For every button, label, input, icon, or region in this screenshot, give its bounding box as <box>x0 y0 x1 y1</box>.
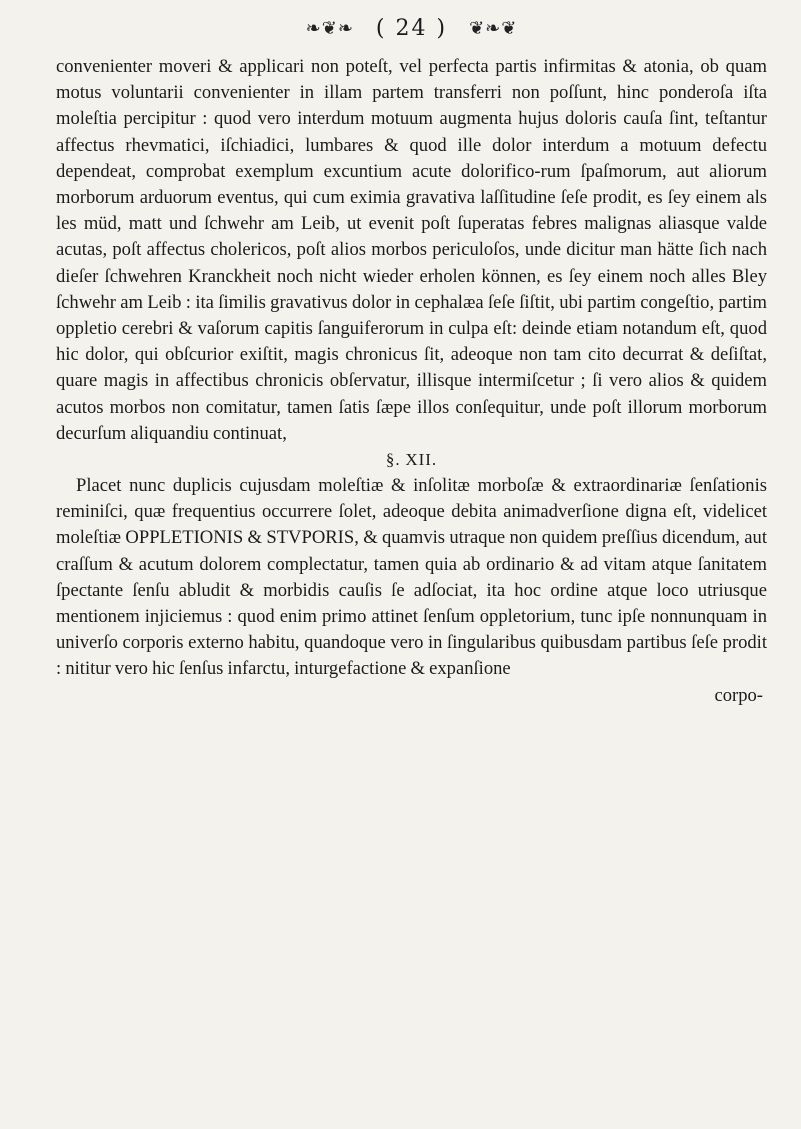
page-header <box>56 8 767 48</box>
catchword: corpo- <box>714 684 763 706</box>
page-body <box>56 54 767 683</box>
page-number: ( 24 ) <box>375 15 448 41</box>
paragraph-2: Placet nunc duplicis cujusdam moleſtiæ & inſolitæ morboſæ & extraordinariæ ſenſationis reminiſci, quæ frequentius occurrere ſolet, adeoque debita animadverſione digna eſt, videlicet moleſtiæ OPPLETIONIS & STVPORIS, & quamvis utraque non quidem preſſius dicendum, aut craſſum & acutum dolorem complectatur, tamen quia ab ordinario & ad vitam atque ſanitatem ſpectante ſenſu abludit & morbidis cauſis ſe adſociat, ita hoc ordine atque loco utriusque mentionem injiciemus : quod enim primo attinet ſenſum oppletorium, tunc ipſe nonnunquam in univerſo corporis externo habitu, quandoque vero in ſingularibus quibusdam partibus ſeſe prodit : nititur vero hic ſenſus infarctu, inturgefactione & expanſione <box>56 475 767 680</box>
ornament-right-icon: ❦❧❦ <box>469 17 518 39</box>
ornament-left-icon: ❧❦❧ <box>305 17 354 39</box>
paragraph-1: convenienter moveri & applicari non poteſt, vel perfecta partis infirmitas & atonia, ob quam motus voluntarii convenienter in illam partem transferri non poſſunt, hinc ponderoſa iſta moleſtia percipitur : quod vero interdum motuum augmenta hujus doloris cauſa ſint, teſtantur affectus rhevmatici, iſchiadici, lumbares & quod ille dolor interdum a motuum defectu dependeat, comprobat exemplum excuntium acute dolorifico-rum ſpaſmorum, aut aliorum morborum arduorum eventus, qui cum eximia gravativa laſſitudine ſeſe prodit, es ſey einem als les müd, matt und ſchwehr am Leib, ut evenit poſt ſuperatas febres malignas aliasque valde acutas, poſt affectus cholericos, poſt alios morbos periculoſos, unde dicitur man hätte ſich nach dieſer ſchwehren Kranckheit noch nicht wieder erholen können, es ſey einem noch alles Bley ſchwehr am Leib : ita ſimilis gravativus dolor in cephalæa ſeſe ſiſtit, ubi partim congeſtio, partim oppletio cerebri & vaſorum capitis ſanguiferorum in culpa eſt: deinde etiam notandum eſt, quod hic dolor, qui obſcurior exiſtit, magis chronicus ſit, adeoque non tam cito decurrat & deſiſtat, quare magis in affectibus chronicis obſervatur, illisque intermiſcetur ; ſi vero alios & quidem acutos morbos non comitatur, tamen ſatis ſæpe illos conſequitur, unde poſt illorum morborum decurſum aliquandiu continuat, <box>56 56 767 444</box>
section-heading: §. XII. <box>385 450 438 470</box>
